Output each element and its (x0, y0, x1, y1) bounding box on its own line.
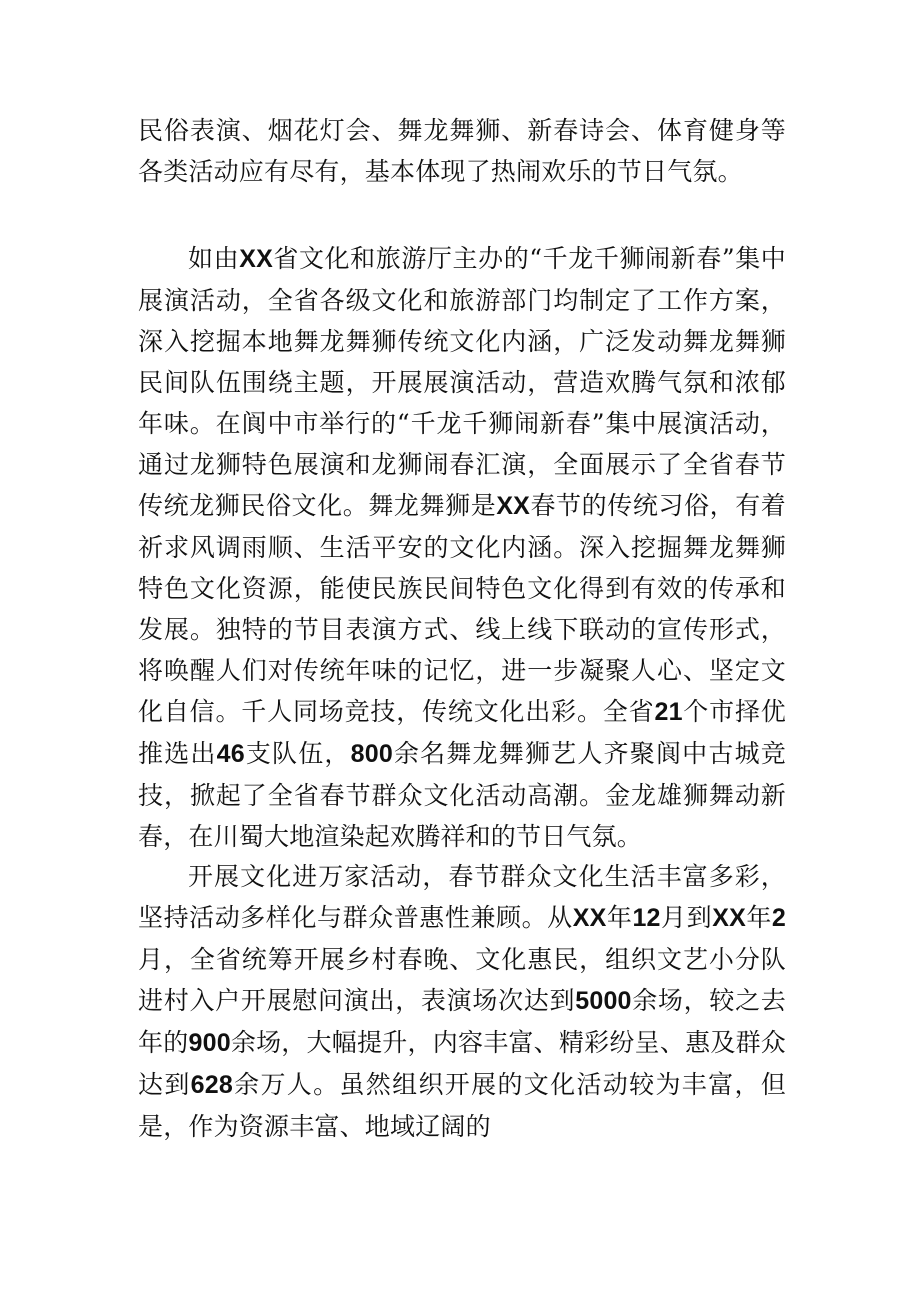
paragraph-2: 如由XX省文化和旅游厅主办的“千龙千狮闹新春”集中展演活动，全省各级文化和旅游部门均制定了工作方案，深入挖掘本地舞龙舞狮传统文化内涵，广泛发动舞龙舞狮民间队伍围绕主题，开展展演活动，营造欢腾气氛和浓郁年味。在阆中市举行的“千龙千狮闹新春”集中展演活动，通过龙狮特色展演和龙狮闹春汇演，全面展示了全省春节传统龙狮民俗文化。舞龙舞狮是XX春节的传统习俗，有着祈求风调雨顺、生活平安的文化内涵。深入挖掘舞龙舞狮特色文化资源，能使民族民间特色文化得到有效的传承和发展。独特的节目表演方式、线上线下联动的宣传形式，将唤醒人们对传统年味的记忆，进一步凝聚人心、坚定文化自信。千人同场竞技，传统文化出彩。全省21个市择优推选出46支队伍，800余名舞龙舞狮艺人齐聚阆中古城竞技，掀起了全省春节群众文化活动高潮。金龙雄狮舞动新春，在川蜀大地渲染起欢腾祥和的节日气氛。 (138, 244, 787, 851)
paragraph-1: 民俗表演、烟花灯会、舞龙舞狮、新春诗会、体育健身等各类活动应有尽有，基本体现了热闹欢乐的节日气氛。 (138, 116, 786, 186)
paragraph-3: 开展文化进万家活动，春节群众文化生活丰富多彩，坚持活动多样化与群众普惠性兼顾。从XX年12月到XX年2月，全省统筹开展乡村春晚、文化惠民，组织文艺小分队进村入户开展慰问演出，表演场次达到5000余场，较之去年的900余场，大幅提升，内容丰富、精彩纷呈、惠及群众达到628余万人。虽然组织开展的文化活动较为丰富，但是，作为资源丰富、地域辽阔的 (138, 862, 787, 1141)
